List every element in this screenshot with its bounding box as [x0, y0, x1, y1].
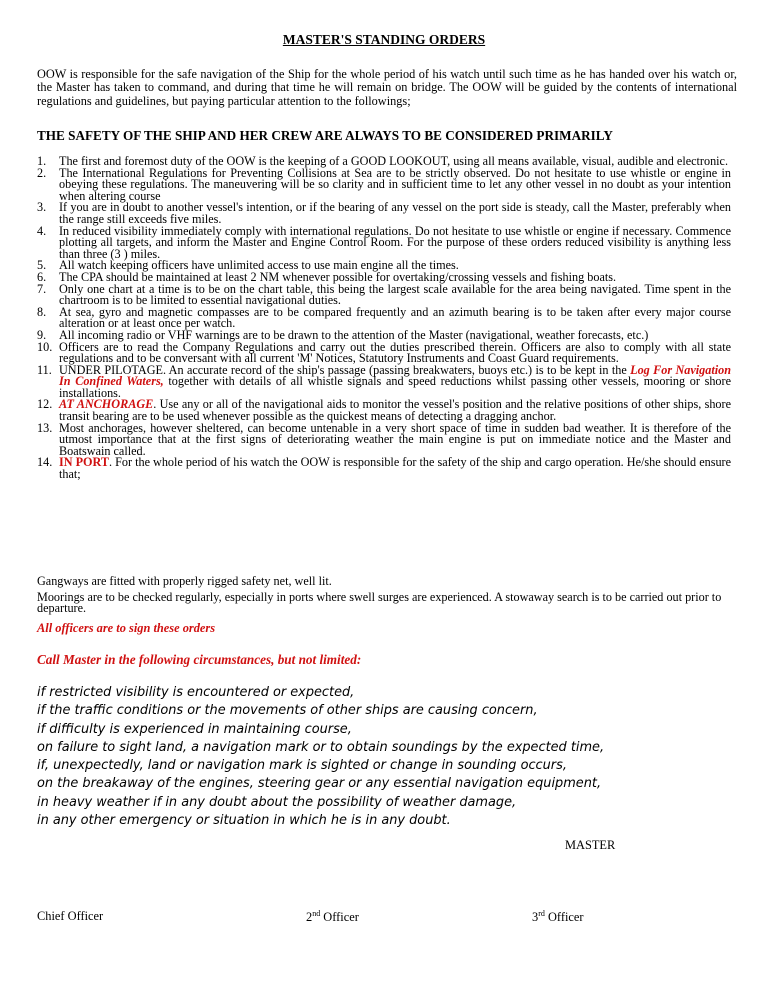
at-anchorage-highlight: AT ANCHORAGE [59, 397, 154, 412]
order-item-1: 1. The first and foremost duty of the OOW is the keeping of a GOOD LOOKOUT, using all means available, visual, audible and electronic. [37, 154, 729, 168]
circumstance-item: on failure to sight land, a navigation mark or to obtain soundings by the expected time, [37, 739, 605, 755]
order-item-14: 14. IN PORT. For the whole period of his watch the OOW is responsible for the safety of the ship and cargo operation. He/she should ensure that; [37, 455, 732, 482]
standing-orders-list [37, 156, 731, 481]
second-officer-signature-label: 2nd Officer [306, 909, 359, 925]
call-master-heading: Call Master in the following circumstances, but not limited: [37, 652, 362, 667]
intro-paragraph: OOW is responsible for the safe navigation of the Ship for the whole period of his watch until such time as he has handed over his watch or, the Master has taken to command, and during that time he will remain on bridge. The OOW will be guided by the contents of international regulations and guidelines, but paying particular attention to the followings; [37, 67, 737, 108]
circumstance-item: if difficulty is experienced in maintaining course, [37, 721, 352, 737]
port-notes [37, 576, 731, 619]
order-item-8: 8. At sea, gyro and magnetic compasses are to be compared frequently and an azimuth bearing is to be taken after every major course alteration or at least once per watch. [37, 304, 731, 331]
circumstances-list [37, 684, 757, 830]
circumstance-item: if restricted visibility is encountered or expected, [37, 685, 355, 700]
circumstance-item: if the traffic conditions or the movements of other ships are causing concern, [37, 703, 538, 719]
order-item-2: 2. The International Regulations for Preventing Collisions at Sea are to be strictly observed. Do not hesitate to use whistle or engine in obeying these regulations. The maneuvering will be so clarity and in sufficient time to let any other vessel in no doubt as your intention when altering course [37, 165, 731, 203]
circumstance-item: in any other emergency or situation in which he is in any doubt. [37, 813, 451, 829]
port-note-moorings: Moorings are to be checked regularly, especially in ports where swell surges are experienced. A stowaway search is to be carried out prior to departure. [37, 589, 722, 616]
order-item-9: 9. All incoming radio or VHF warnings are to be drawn to the attention of the Master (navigational, weather forecasts, etc.) [37, 327, 649, 342]
order-item-6: 6. The CPA should be maintained at least 2 NM whenever possible for overtaking/crossing vessels and fishing boats. [37, 269, 617, 284]
chief-officer-signature-label: Chief Officer [37, 909, 104, 923]
order-item-3: 3. If you are in doubt to another vessel's intention, or if the bearing of any vessel on the port side is steady, call the Master, preferably when the range still exceeds five miles. [37, 200, 731, 226]
circumstance-item: if, unexpectedly, land or navigation mark is sighted or change in sounding occurs, [37, 758, 567, 774]
in-port-highlight: IN PORT [59, 455, 110, 470]
circumstance-item: on the breakaway of the engines, steering gear or any essential navigation equipment, [37, 776, 602, 792]
order-item-4: 4. In reduced visibility immediately comply with international regulations. Do not hesitate to use whistle or engine if necessary. Commence plotting all targets, and inform the Master and Engine Control Room. For the purpose of these orders reduced visibility is anything less than three (3 ) miles. [37, 223, 731, 261]
document-title: MASTER'S STANDING ORDERS [282, 32, 486, 47]
order-item-13: 13. Most anchorages, however sheltered, can become untenable in a very short space of time in sudden bad weather. It is therefore of the utmost importance that at the first signs of deteriorating weather the main engine is put on immediate notice and the Master and Boatswain called. [37, 420, 731, 458]
safety-subheading: THE SAFETY OF THE SHIP AND HER CREW ARE ALWAYS TO BE CONSIDERED PRIMARILY [37, 128, 613, 143]
order-item-7: 7. Only one chart at a time is to be on the chart table, this being the largest scale available for the area being navigated. Time spent in the chartroom is to be limited to essential navigational duties. [37, 281, 731, 308]
order-item-10: 10. Officers are to read the Company Regulations and carry out the duties prescribed therein. Officers are also to comply with all state regulations and to be conversant with all current 'M' Notices, Statutory Instruments and Coast Guard requirements. [37, 339, 731, 366]
master-signature-label: MASTER [565, 838, 616, 852]
circumstance-item: in heavy weather if in any doubt about the possibility of weather damage, [37, 794, 517, 810]
port-note-gangways: Gangways are fitted with properly rigged safety net, well lit. [37, 574, 332, 588]
order-item-12: 12. AT ANCHORAGE. Use any or all of the navigational aids to monitor the vessel's position and the relative positions of other ships, shore transit bearing are to be used whenever possible as the quickest means of detecting a dragging anchor. [37, 397, 731, 424]
confined-waters-log-highlight: Log For Navigation In Confined Waters, [59, 362, 731, 389]
order-item-11: 11. UNDER PILOTAGE. An accurate record of the ship's passage (passing breakwaters, buoys etc.) is to be kept in the Log For Navigation In Confined Waters, together with details of all whistle signals and speed reductions whilst passing other vessels, mooring or shore installations. [37, 362, 731, 400]
order-item-5: 5. All watch keeping officers have unlimited access to use main engine all the times. [37, 258, 459, 273]
third-officer-signature-label: 3rd Officer [532, 909, 584, 925]
sign-orders-note: All officers are to sign these orders [37, 621, 216, 635]
